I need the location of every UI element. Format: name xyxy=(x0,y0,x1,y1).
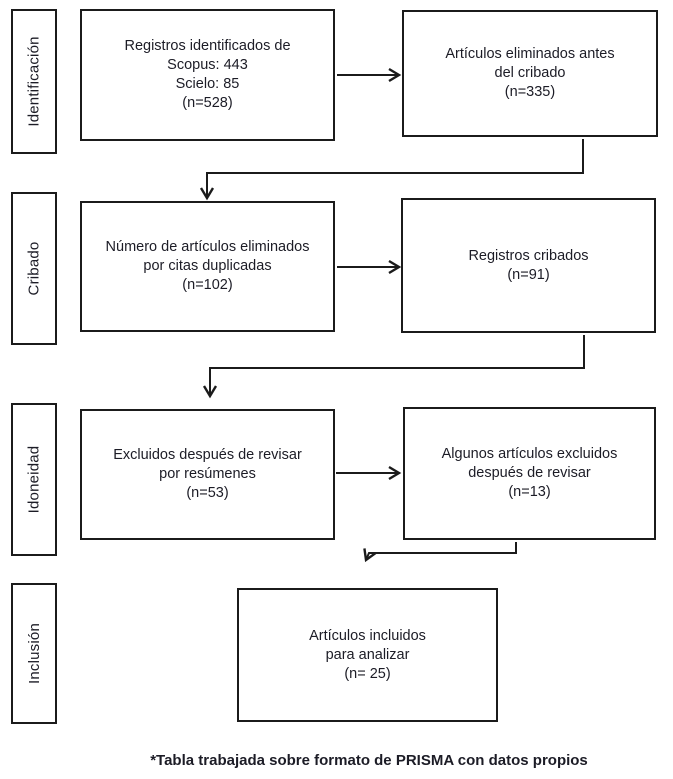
box-line: Artículos eliminados antes xyxy=(445,46,615,62)
box-text xyxy=(442,445,618,502)
box-duplicates-removed xyxy=(80,201,335,332)
stage-screening xyxy=(11,192,57,345)
box-removed-before-screening xyxy=(402,10,658,137)
box-line: (n=91) xyxy=(507,266,550,283)
stage-label: Cribado xyxy=(25,241,43,296)
box-records-screened xyxy=(401,198,656,333)
connector-removed-to-duplicates xyxy=(207,139,583,198)
box-line: Registros cribados xyxy=(468,247,589,264)
connector-screened-to-excluded xyxy=(210,335,584,396)
box-line: Scielo: 85 xyxy=(175,76,240,92)
box-line: para analizar xyxy=(325,646,410,663)
stage-eligibility xyxy=(11,403,57,556)
box-included xyxy=(237,588,498,722)
connector-reviewed-to-included xyxy=(366,542,516,560)
box-line: (n=102) xyxy=(182,277,233,293)
stage-label: Inclusión xyxy=(25,622,43,685)
box-line: después de revisar xyxy=(468,465,591,481)
box-line: Artículos incluidos xyxy=(309,627,426,644)
box-line: (n=335) xyxy=(504,84,556,100)
box-line: Número de artículos eliminados xyxy=(105,239,310,255)
box-line: del cribado xyxy=(494,65,566,81)
box-text xyxy=(468,247,588,285)
box-line: Algunos artículos excluidos xyxy=(441,446,618,462)
box-text xyxy=(309,627,426,684)
box-excluded-after-review xyxy=(403,407,656,540)
box-text xyxy=(113,446,302,503)
footnote: *Tabla trabajada sobre formato de PRISMA con datos propios xyxy=(150,752,588,769)
box-line: por resúmenes xyxy=(159,466,256,482)
box-text xyxy=(445,45,614,102)
box-line: Scopus: 443 xyxy=(167,57,248,73)
stage-inclusion xyxy=(11,583,57,724)
box-line: por citas duplicadas xyxy=(143,258,272,274)
stage-identification xyxy=(11,9,57,154)
box-line: Registros identificados de xyxy=(124,38,291,54)
box-line: (n= 25) xyxy=(344,665,391,682)
box-text xyxy=(106,238,310,295)
box-line: Excluidos después de revisar xyxy=(113,447,302,463)
box-excluded-by-abstract xyxy=(80,409,335,540)
box-line: (n=53) xyxy=(186,485,229,501)
box-records-identified xyxy=(80,9,335,141)
box-line: (n=528) xyxy=(182,95,233,111)
box-text xyxy=(124,37,290,113)
stage-label: Identificación xyxy=(25,36,43,127)
stage-label: Idoneidad xyxy=(25,445,43,514)
box-line: (n=13) xyxy=(508,484,551,500)
